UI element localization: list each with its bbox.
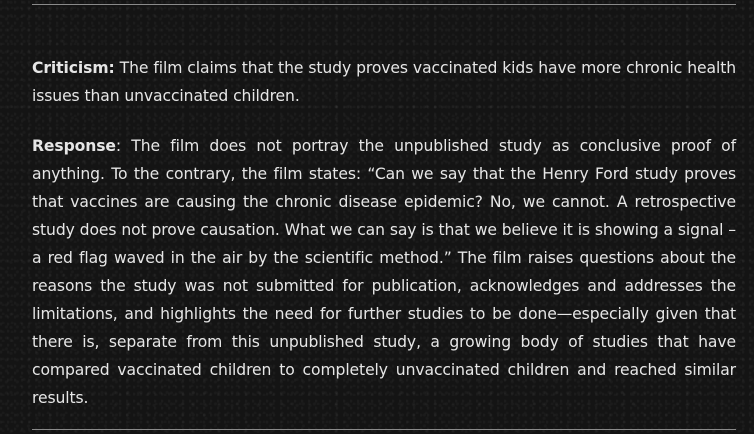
- top-divider: [32, 4, 736, 5]
- response-label: Response: [32, 137, 116, 155]
- response-paragraph: [32, 132, 736, 412]
- bottom-divider: [32, 429, 736, 430]
- article-body: [32, 54, 736, 412]
- criticism-text: The film claims that the study proves vaccinated kids have more chronic health issues than unvaccinated children.: [32, 59, 736, 105]
- response-text: : The film does not portray the unpublished study as conclusive proof of anything. To the contrary, the film states: “Can we say that the Henry Ford study proves that vaccines are causing the chronic disease epidemic? No, we cannot. A retrospective study does not prove causation. What we can say is that we believe it is showing a signal – a red flag waved in the air by the scientific method.” The film raises questions about the reasons the study was not submitted for publication, acknowledges and addresses the limitations, and highlights the need for further studies to be done—especially given that there is, separate from this unpublished study, a growing body of studies that have compared vaccinated children to completely unvaccinated children and reached similar results.: [32, 137, 736, 407]
- criticism-paragraph: [32, 54, 736, 110]
- criticism-label: Criticism:: [32, 59, 115, 77]
